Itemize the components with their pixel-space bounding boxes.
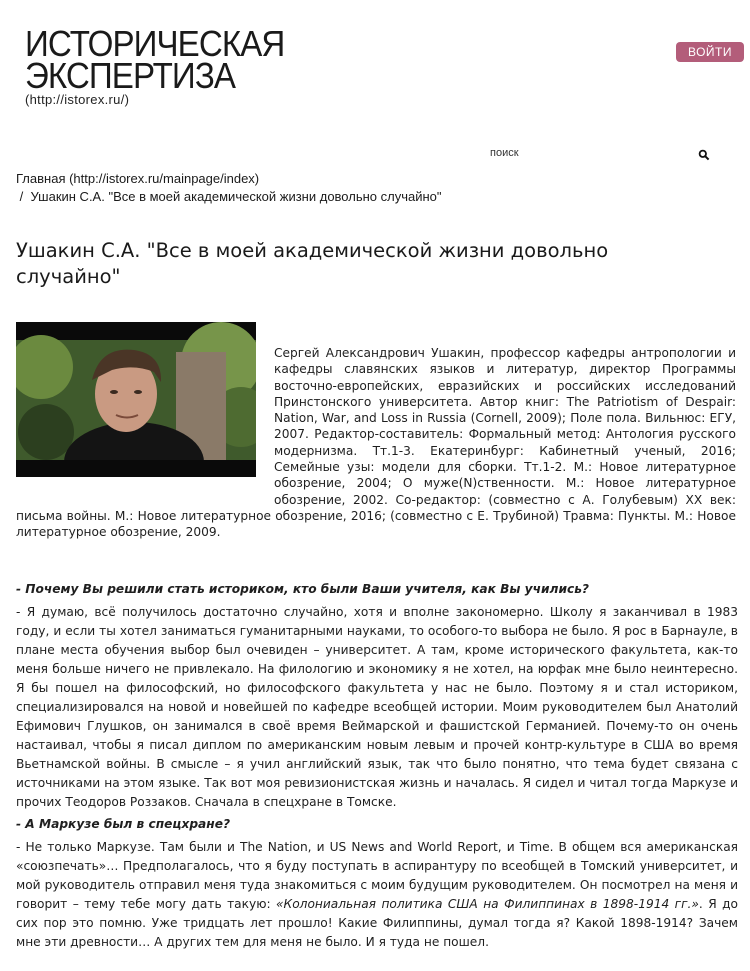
- breadcrumb-current: Ушакин С.А. "Все в моей академической жизни довольно случайно": [30, 189, 442, 204]
- search-icon[interactable]: [698, 146, 710, 158]
- answer-2-part-2: . Я до сих пор это помню. Уже тридцать лет прошло! Какие Филиппины, думал тогда я? Какой 1898-1914? Зачем мне эти древности… А других тем для меня не было. И я туда не пошел.: [16, 897, 738, 949]
- search-input[interactable]: [490, 145, 690, 161]
- logo-line-2: ЭКСПЕРТИЗА: [25, 55, 236, 96]
- answer-1: - Я думаю, всё получилось достаточно случайно, хотя и вполне закономерно. Школу я заканчивал в 1983 году, и если ты хотел заниматься гуманитарными науками, то особого-то выбора не было. Я рос в Барнауле, в плане места обучения выбор был очевиден – университет. А там, кроме исторического факультета, как-то меня больше ничего не привлекало. На филологию и экономику я не хотел, на юрфак мне было неинтересно. Я бы пошел на философский, но философского факультета у нас не было. Поэтому я и стал историком, специализировался на новой и новейшей по кафедре всеобщей истории. Моим руководителем был Анатолий Ефимович Глушков, он занимался в своё время Веймарской и фашистской Германией. Почему-то он очень настаивал, чтобы я писал диплом по американским новым левым и прочей контр-культуре в США во время Вьетнамской войны. В смысле – я учил английский язык, так что было понятно, что тема будет связана с источниками на этом языке. Так вот моя ревизионистская жизнь и началась. Я сидел и читал тогда Маркузе и прочих Теодоров Роззаков. Сначала в спецхране в Томске.: [16, 605, 738, 809]
- author-bio-text: Сергей Александрович Ушакин, профессор кафедры антропологии и кафедры славянских языков и литератур, директор Программы восточно-европейских, евразийских и российских исследований Принстонского университета. Автор книг: The Patriotism of Despair: Nation, War, and Loss in Russia (Cornell, 2009); Поле пола. Вильнюс: ЕГУ, 2007. Редактор-составитель: Формальный метод: Антология русского модернизма. Тт.1-3. Екатеринбург: Кабинетный ученый, 2016; Семейные узы: модели для сборки. Тт.1-2. М.: Новое литературное обозрение, 2004; О муже(N)ственности. М.: Новое литературное обозрение, 2002. Со-редактор: (совместно с А. Голубевым) XX век: письма войны. М.: Новое литературное обозрение, 2016; (совместно с Е. Трубиной) Травма: Пункты. М.: Новое литературное обозрение, 2009.: [16, 346, 736, 540]
- answer-2-part-1: - Не только Маркузе. Там были и The Nation, и US News and World Report, и Time. В общем вся американская «союзпечать»… Предполагалось, что я буду поступать в аспирантуру по всеобщей в Томский университет, и мой руководитель отправил меня туда знакомиться с моим будущим руководителем. Он посмотрел на меня и говорит – тему тебе могу дать такую:: [16, 840, 738, 911]
- answer-2-quote: «Колониальная политика США на Филиппинах в 1898-1914 гг.»: [276, 897, 699, 911]
- photo-spacer: [16, 345, 274, 493]
- site-logo[interactable]: [25, 23, 307, 107]
- question-1: - Почему Вы решили стать историком, кто были Ваши учителя, как Вы учились?: [16, 582, 589, 596]
- login-button[interactable]: ВОЙТИ: [676, 42, 744, 62]
- page-title: Ушакин С.А. "Все в моей академической жизни довольно случайно": [16, 239, 609, 288]
- breadcrumb: [16, 170, 442, 206]
- breadcrumb-home-link[interactable]: Главная (http://istorex.ru/mainpage/index): [16, 171, 260, 186]
- search-bar: [490, 145, 715, 161]
- question-2: - А Маркузе был в спецхране?: [16, 817, 231, 831]
- breadcrumb-separator: /: [19, 189, 24, 204]
- logo-line-1: ИСТОРИЧЕСКАЯ: [25, 23, 285, 64]
- answer-2: [16, 838, 738, 952]
- logo-url[interactable]: (http://istorex.ru/): [25, 92, 130, 107]
- author-bio: [16, 345, 736, 541]
